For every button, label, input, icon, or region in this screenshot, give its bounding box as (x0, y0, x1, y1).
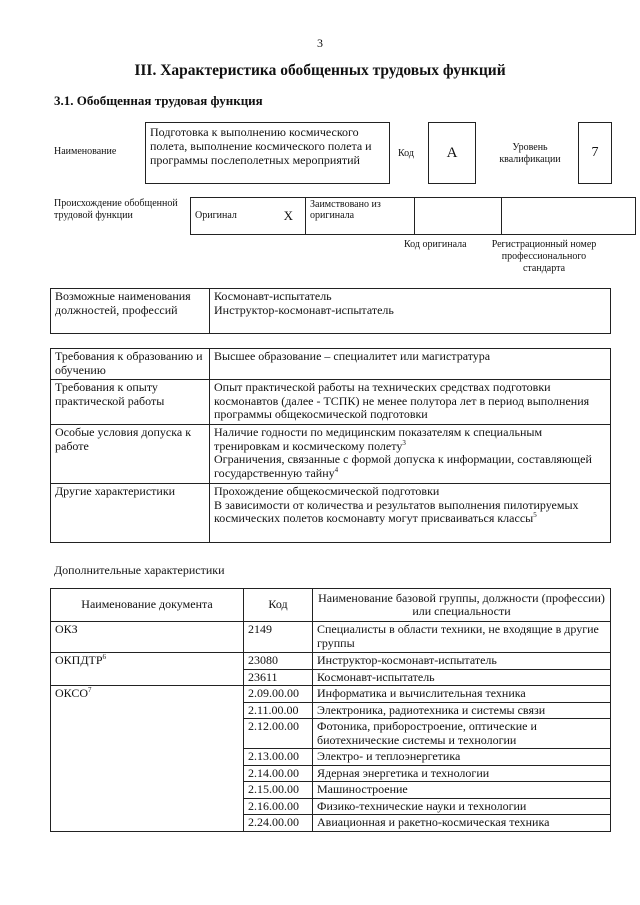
doc-cell (51, 686, 244, 832)
doc-cell (51, 653, 244, 686)
origin-original-label: Оригинал (195, 210, 237, 222)
positions-label-cell (51, 289, 210, 334)
requirements-table (50, 348, 611, 543)
name-label: Наименование (54, 146, 117, 157)
function-name-box (145, 122, 390, 184)
footnote-ref: 6 (102, 653, 107, 661)
req-value: Опыт практической работы на технических средствах подготовки космонавтов (далее - ТСПК) не менее полутора лет в период выполнения программы общекосмической подготовки (214, 380, 590, 421)
code-value: А (446, 145, 458, 161)
positions-table (50, 288, 611, 334)
positions-values-cell (210, 289, 611, 334)
code-cell: 23080 (244, 653, 313, 670)
name-cell: Электроника, радиотехника и системы связи (313, 702, 611, 719)
req-label-cell (51, 484, 210, 543)
code-cell: 2.11.00.00 (244, 702, 313, 719)
code-cell: 2.14.00.00 (244, 765, 313, 782)
code-original-caption: Код оригинала (404, 239, 467, 250)
origin-table (190, 197, 636, 235)
req-label: Требования к опыту практической работы (55, 380, 165, 408)
name-cell: Информатика и вычислительная техника (313, 686, 611, 703)
subsection-title: 3.1. Обобщенная трудовая функция (54, 93, 263, 108)
col-header-doc: Наименование документа (51, 589, 244, 622)
origin-original-cell (191, 198, 306, 235)
name-cell: Ядерная энергетика и технологии (313, 765, 611, 782)
name-cell: Физико-технические науки и технологии (313, 798, 611, 815)
origin-borrowed-cell (306, 198, 415, 235)
code-cell: 2.16.00.00 (244, 798, 313, 815)
additional-table (50, 588, 611, 832)
position-item: Инструктор-космонавт-испытатель (214, 302, 394, 317)
req-value: В зависимости от количества и результатов выполнения пилотируемых космических полетов космонавту могут присваиваться классы (214, 497, 579, 525)
code-cell: 2.13.00.00 (244, 749, 313, 766)
name-cell: Инструктор-космонавт-испытатель (313, 653, 611, 670)
code-cell: 23611 (244, 669, 313, 686)
level-box (578, 122, 612, 184)
doc-name: ОКПДТР (55, 653, 103, 667)
doc-name: ОКЗ (55, 622, 78, 636)
origin-label: Происхождение обобщенной трудовой функции (54, 198, 178, 221)
req-value-cell (210, 425, 611, 484)
origin-original-mark: X (283, 208, 293, 224)
additional-title: Дополнительные характеристики (54, 563, 225, 577)
req-value: Наличие годности по медицинским показателям к специальным тренировкам и космическому полету (214, 425, 543, 453)
code-box (428, 122, 476, 184)
section-title: III. Характеристика обобщенных трудовых функций (134, 62, 506, 79)
origin-reg-cell (502, 198, 636, 235)
doc-cell (51, 622, 244, 653)
req-label: Требования к образованию и обучению (55, 349, 203, 377)
req-label-cell (51, 349, 210, 380)
req-value-cell (210, 380, 611, 425)
name-cell: Авиационная и ракетно-космическая техника (313, 815, 611, 832)
req-value: Высшее образование – специалитет или магистратура (214, 349, 491, 363)
req-label: Особые условия допуска к работе (55, 425, 192, 453)
col-header-code: Код (244, 589, 313, 622)
code-label: Код (398, 148, 414, 159)
col-header-name: Наименование базовой группы, должности (профессии) или специальности (313, 589, 611, 622)
req-value: Ограничения, связанные с формой допуска к информации, составляющей государственную тайну (214, 452, 592, 480)
name-cell: Фотоника, приборостроение, оптические и биотехнические системы и технологии (313, 719, 611, 749)
req-label-cell (51, 425, 210, 484)
origin-borrowed-label: Заимствовано из оригинала (310, 199, 381, 221)
footnote-ref: 4 (334, 465, 339, 474)
code-cell: 2149 (244, 622, 313, 653)
table-row (51, 653, 611, 670)
req-label-cell (51, 380, 210, 425)
origin-code-cell (415, 198, 502, 235)
req-label: Другие характеристики (55, 484, 176, 498)
code-cell: 2.12.00.00 (244, 719, 313, 749)
name-cell: Машиностроение (313, 782, 611, 799)
positions-label: Возможные наименования должностей, профессий (55, 289, 191, 317)
reg-number-caption: Регистрационный номер профессионального стандарта (491, 239, 597, 274)
code-cell: 2.09.00.00 (244, 686, 313, 703)
doc-name: ОКСО (55, 686, 89, 700)
req-value-cell (210, 349, 611, 380)
footnote-ref: 7 (88, 686, 92, 694)
footnote-ref: 5 (533, 511, 537, 519)
name-cell: Электро- и теплоэнергетика (313, 749, 611, 766)
level-label: Уровень квалификации (499, 142, 561, 165)
code-cell: 2.24.00.00 (244, 815, 313, 832)
position-item: Космонавт-испытатель (214, 289, 332, 303)
level-value: 7 (591, 145, 599, 160)
req-value-cell (210, 484, 611, 543)
name-cell: Специалисты в области техники, не входящие в другие группы (313, 622, 611, 653)
footnote-ref: 3 (402, 438, 406, 447)
page-number: 3 (317, 36, 323, 50)
name-cell: Космонавт-испытатель (313, 669, 611, 686)
table-row (51, 622, 611, 653)
function-name-value: Подготовка к выполнению космического полета, выполнение космического полета и программы послеполетных мероприятий (150, 125, 372, 167)
table-row (51, 686, 611, 703)
req-value: Прохождение общекосмической подготовки (214, 484, 440, 498)
code-cell: 2.15.00.00 (244, 782, 313, 799)
